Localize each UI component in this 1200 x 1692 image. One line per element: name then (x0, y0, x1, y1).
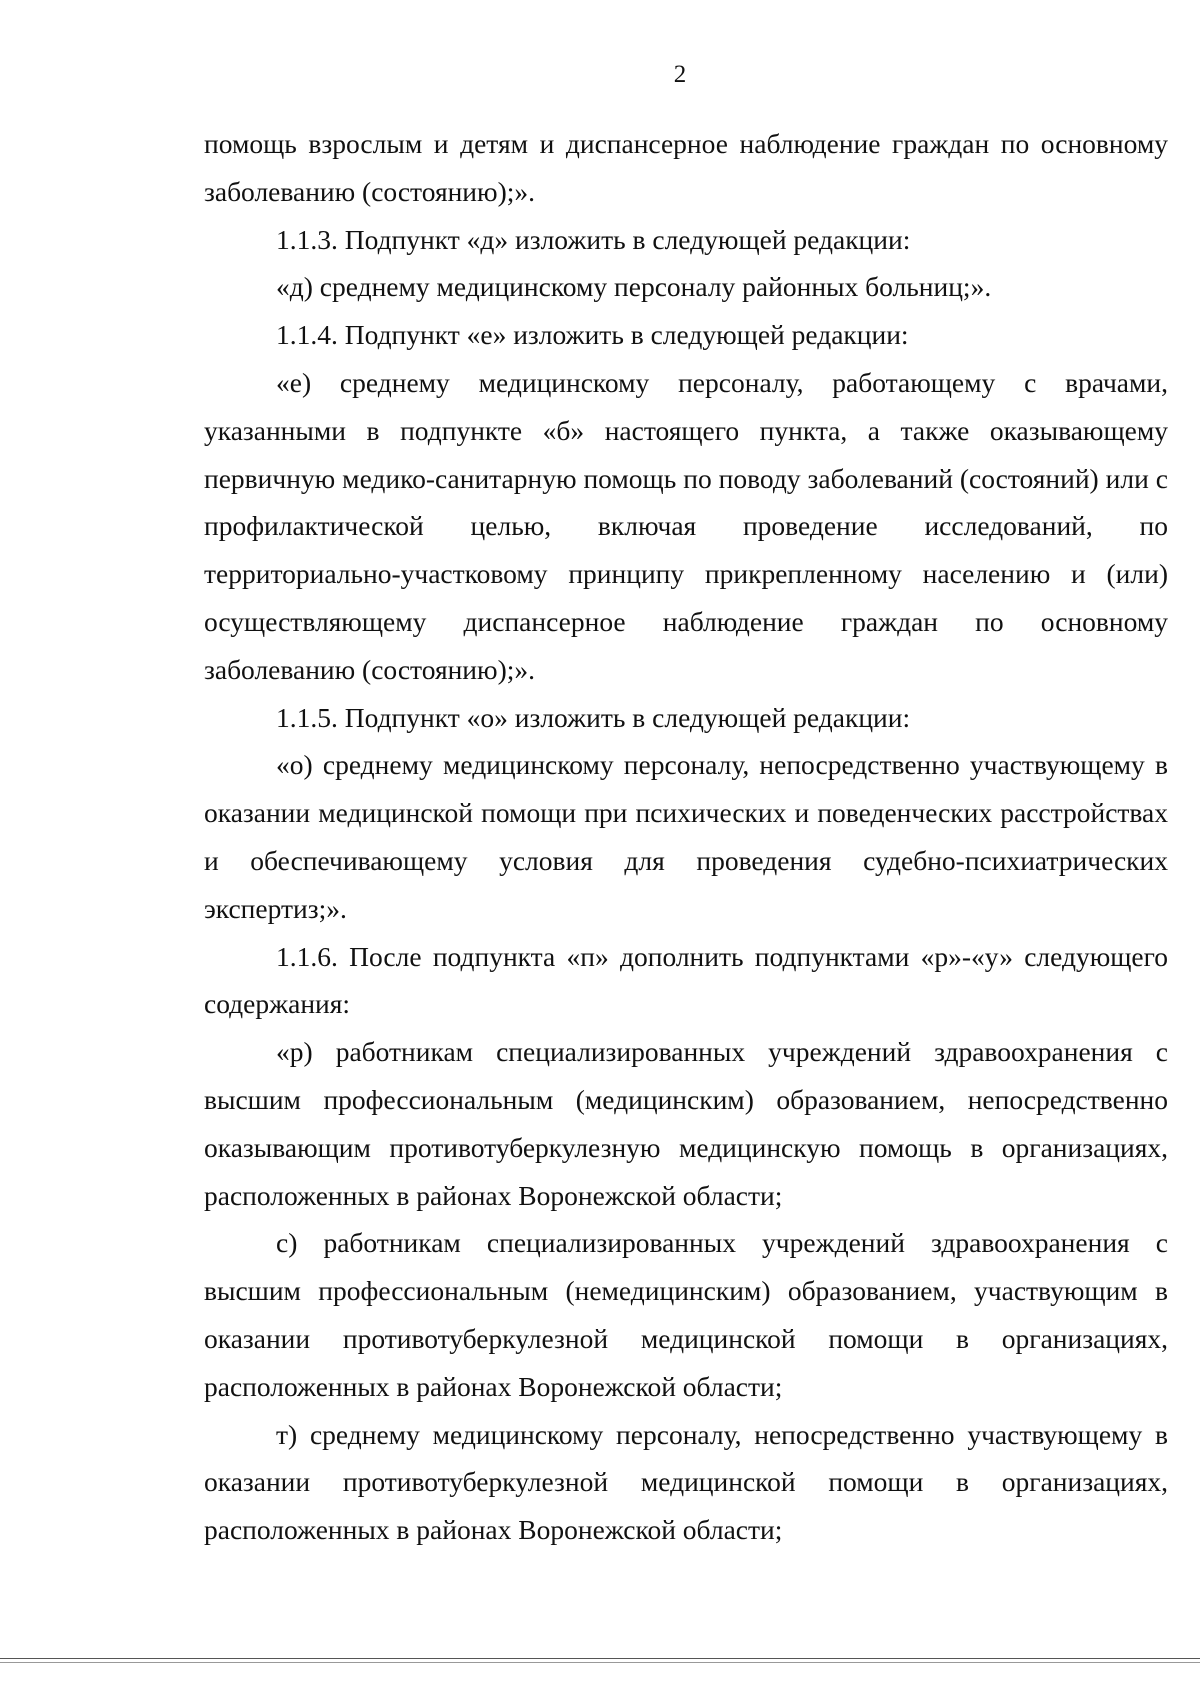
paragraph-continuation: помощь взрослым и детям и диспансерное наблюдение граждан по основному заболеванию (состоянию);». (204, 128, 1168, 207)
paragraph-subitem-e: «е) среднему медицинскому персоналу, работающему с врачами, указанными в подпункте «б» настоящего пункта, а также оказывающему первичную медико-санитарную помощь по поводу заболеваний (состояний) или с профилактической целью, включая проведение исследований, по территориально-участковому принципу прикрепленному населению и (или) осуществляющему диспансерное наблюдение граждан по основному заболеванию (состоянию);». (204, 366, 1168, 685)
scan-bottom-edge-shadow (0, 1662, 1200, 1663)
paragraph-subitem-r: «р) работникам специализированных учреждений здравоохранения с высшим профессиональным (медицинским) образованием, непосредственно оказывающим противотуберкулезную медицинскую помощь в организациях, расположенных в районах Воронежской области; (204, 1036, 1168, 1211)
document-body (204, 120, 1168, 1554)
paragraph-1-1-6-heading: 1.1.6. После подпункта «п» дополнить подпунктами «р»-«у» следующего содержания: (204, 940, 1168, 1020)
paragraph-subitem-d: «д) среднему медицинскому персоналу районных больниц;». (276, 271, 992, 303)
page-number: 2 (673, 61, 687, 88)
paragraph-subitem-s: с) работникам специализированных учреждений здравоохранения с высшим профессиональным (немедицинским) образованием, участвующим в оказании противотуберкулезной медицинской помощи в организациях, расположенных в районах Воронежской области; (204, 1227, 1168, 1402)
paragraph-1-1-3-heading: 1.1.3. Подпункт «д» изложить в следующей редакции: (276, 223, 911, 255)
paragraph-1-1-4-heading: 1.1.4. Подпункт «е» изложить в следующей редакции: (276, 319, 909, 351)
paragraph-1-1-5-heading: 1.1.5. Подпункт «о» изложить в следующей редакции: (276, 701, 911, 733)
paragraph-subitem-t: т) среднему медицинскому персоналу, непосредственно участвующему в оказании противотуберкулезной медицинской помощи в организациях, расположенных в районах Воронежской области; (204, 1418, 1168, 1546)
scan-bottom-edge (0, 1658, 1200, 1659)
paragraph-subitem-o: «о) среднему медицинскому персоналу, непосредственно участвующему в оказании медицинской помощи при психических и поведенческих расстройствах и обеспечивающему условия для проведения судебно-психиатрических экспертиз;». (204, 749, 1168, 924)
